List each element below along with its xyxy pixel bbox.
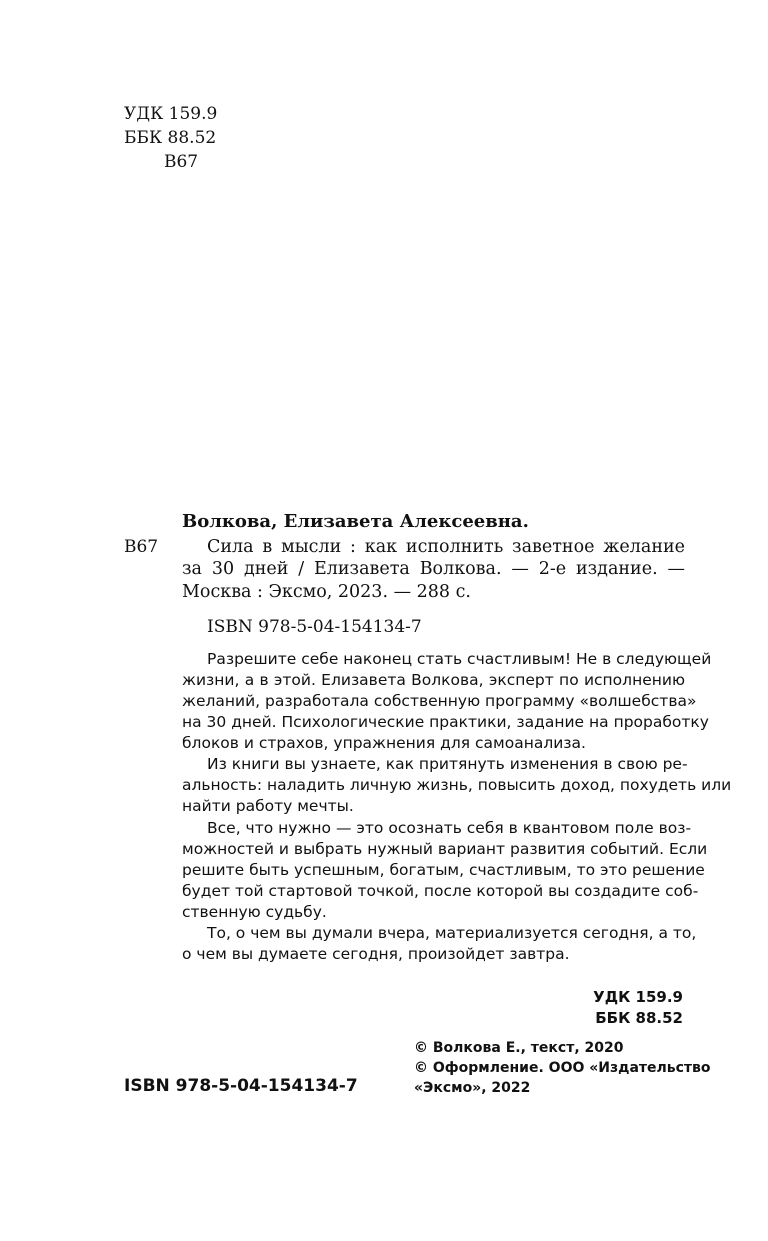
annotation-line: желаний, разработала собственную программу «волшебства» xyxy=(182,692,697,710)
bibliographic-isbn: ISBN 978-5-04-154134-7 xyxy=(207,617,422,637)
annotation-line: жизни, а в этой. Елизавета Волкова, эксперт по исполнению xyxy=(182,671,685,689)
copyright-line: © Оформление. ООО «Издательство xyxy=(414,1060,711,1076)
annotation-line: ственную судьбу. xyxy=(182,903,327,921)
bibliographic-line: за 30 дней / Елизавета Волкова. — 2-е издание. — xyxy=(182,559,685,579)
top-bbk-code: ББК 88.52 xyxy=(124,128,217,148)
bbk-code: ББК 88.52 xyxy=(595,1009,683,1027)
annotation-line: Разрешите себе наконец стать счастливым! Не в следующей xyxy=(207,650,712,668)
annotation-line: найти работу мечты. xyxy=(182,797,354,815)
bibliographic-line: Москва : Эксмо, 2023. — 288 с. xyxy=(182,582,471,602)
annotation-line: Из книги вы узнаете, как притянуть изменения в свою ре- xyxy=(207,755,688,773)
udk-code: УДК 159.9 xyxy=(593,988,683,1006)
author-mark: В67 xyxy=(124,537,159,557)
author-heading: Волкова, Елизавета Алексеевна. xyxy=(182,511,529,532)
copyright-line: © Волкова Е., текст, 2020 xyxy=(414,1040,624,1056)
annotation-line: можностей и выбрать нужный вариант развития событий. Если xyxy=(182,840,708,858)
annotation-line: То, о чем вы думали вчера, материализуется сегодня, а то, xyxy=(207,924,697,942)
bibliographic-line: Сила в мысли : как исполнить заветное желание xyxy=(207,537,685,557)
annotation-line: альность: наладить личную жизнь, повысить доход, похудеть или xyxy=(182,776,732,794)
annotation-line: будет той стартовой точкой, после которой вы создадите соб- xyxy=(182,882,699,900)
annotation-line: на 30 дней. Психологические практики, задание на проработку xyxy=(182,713,709,731)
top-author-mark: В67 xyxy=(164,152,199,172)
annotation-line: решите быть успешным, богатым, счастливым, то это решение xyxy=(182,861,705,879)
top-udk-code: УДК 159.9 xyxy=(124,104,218,124)
annotation-line: о чем вы думаете сегодня, произойдет завтра. xyxy=(182,945,570,963)
copyright-line: «Эксмо», 2022 xyxy=(414,1080,531,1096)
isbn-bottom: ISBN 978-5-04-154134-7 xyxy=(124,1076,358,1096)
annotation-line: блоков и страхов, упражнения для самоанализа. xyxy=(182,734,586,752)
top-classification-codes xyxy=(124,102,217,174)
annotation-line: Все, что нужно — это осознать себя в квантовом поле воз- xyxy=(207,819,692,837)
